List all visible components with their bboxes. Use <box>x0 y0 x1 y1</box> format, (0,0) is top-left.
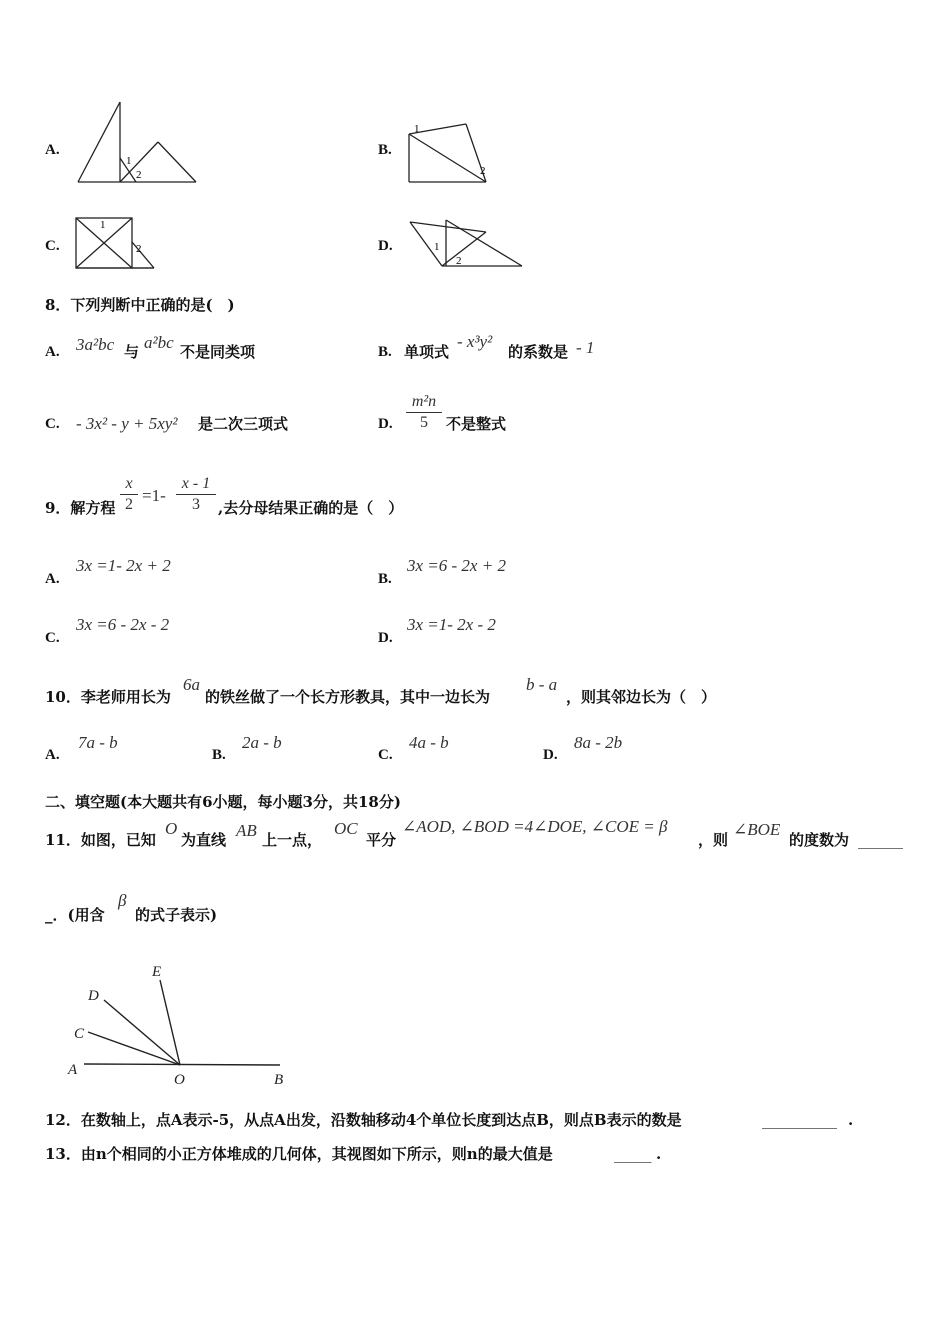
q9-fraction-2 <box>176 474 216 515</box>
q9-b-expr: 3x =6 - 2x + 2 <box>407 556 506 575</box>
q7-a-angle-1: 1 <box>126 155 132 167</box>
q8-b-val: - 1 <box>576 338 595 357</box>
section-2-heading: 二、填空题(本大题共有6小题，每小题3分，共18分) <box>45 793 401 811</box>
q9-tail: ,去分母结果正确的是（ ） <box>218 499 404 517</box>
q10-mid: 的铁丝做了一个长方形教具，其中一边长为 <box>205 688 491 706</box>
q11-blank[interactable]: ______ <box>858 831 903 849</box>
q7-b-angle-2: 2 <box>480 165 486 177</box>
q11-ab: AB <box>236 821 257 840</box>
q11-fig-label-o: O <box>174 1072 185 1088</box>
q9-fraction-1 <box>120 474 138 515</box>
q7-option-c-label[interactable]: C. <box>45 238 60 254</box>
q10-head: 10．李老师用长为 <box>45 688 171 706</box>
q8-option-a-label[interactable]: A. <box>45 344 60 360</box>
q11-t3: 平分 <box>366 831 397 849</box>
q11-boe: ∠BOE <box>733 820 781 839</box>
q7-option-a-label[interactable]: A. <box>45 142 60 158</box>
q7-a-angle-2: 2 <box>136 169 142 181</box>
q13-end: . <box>656 1145 662 1163</box>
q11-fig-label-d: D <box>88 988 99 1004</box>
q8-b-mid: 的系数是 <box>508 343 569 361</box>
q9-option-a-label[interactable]: A. <box>45 571 60 587</box>
q12-blank[interactable]: __________ <box>762 1111 837 1129</box>
q9-denominator-1: 2 <box>125 496 133 513</box>
q8-a-tail: 不是同类项 <box>180 343 256 361</box>
q11-fig-label-b: B <box>274 1072 284 1088</box>
q13-blank[interactable]: _____ <box>614 1145 652 1163</box>
q9-option-d-label[interactable]: D. <box>378 630 393 646</box>
q11-t1: 为直线 <box>181 831 227 849</box>
q10-length: 6a <box>183 675 200 694</box>
q9-option-b-label[interactable]: B. <box>378 571 392 587</box>
q13-text: 13．由n个相同的小正方体堆成的几何体，其视图如下所示，则n的最大值是 <box>45 1145 553 1163</box>
q7-c-angle-2: 2 <box>136 243 142 255</box>
q11-head: 11．如图，已知 <box>45 831 156 849</box>
q8-option-c-label[interactable]: C. <box>45 416 60 432</box>
q7-option-d-label[interactable]: D. <box>378 238 393 254</box>
q8-option-b-label[interactable]: B. <box>378 344 392 360</box>
q8-option-d-label[interactable]: D. <box>378 416 393 432</box>
q11-o: O <box>165 819 178 838</box>
q8-c-tail: 是二次三项式 <box>198 415 289 433</box>
q10-side: b - a <box>526 675 558 694</box>
q11-line2a: _．(用含 <box>45 906 105 924</box>
q7-c-angle-1: 1 <box>100 219 106 231</box>
q7-figure-b <box>400 116 500 188</box>
q11-fig-label-c: C <box>74 1026 85 1042</box>
q8-b-expr: - x³y² <box>457 332 493 351</box>
q10-option-c-label[interactable]: C. <box>378 747 393 763</box>
q12-text: 12．在数轴上，点A表示-5，从点A出发，沿数轴移动4个单位长度到达点B，则点B表示的数是 <box>45 1111 682 1129</box>
q8-d-fraction <box>406 392 442 433</box>
q9-a-expr: 3x =1- 2x + 2 <box>76 556 171 575</box>
q10-b-expr: 2a - b <box>242 733 282 752</box>
q9-numerator-2: x - 1 <box>176 474 216 495</box>
q10-option-a-label[interactable]: A. <box>45 747 60 763</box>
q8-stem: 8．下列判断中正确的是( ) <box>45 296 235 314</box>
q10-option-b-label[interactable]: B. <box>212 747 226 763</box>
q9-numerator-1: x <box>120 474 138 495</box>
q11-figure <box>60 958 300 1090</box>
q8-c-expr: - 3x² - y + 5xy² <box>76 414 178 433</box>
q10-tail: ，则其邻边长为（ ） <box>566 688 717 706</box>
q7-figure-c <box>70 208 160 272</box>
q11-beta: β <box>118 891 127 910</box>
q12-end: . <box>848 1111 854 1129</box>
q7-d-angle-1: 1 <box>434 241 440 253</box>
q8-a-mid: 与 <box>124 343 140 361</box>
q9-option-c-label[interactable]: C. <box>45 630 60 646</box>
q11-t2: 上一点， <box>262 831 323 849</box>
q9-c-expr: 3x =6 - 2x - 2 <box>76 615 170 634</box>
q8-b-head: 单项式 <box>404 343 450 361</box>
q11-oc: OC <box>334 819 358 838</box>
q11-condition: ∠AOD, ∠BOD =4∠DOE, ∠COE = β <box>402 817 668 836</box>
q11-fig-label-e: E <box>152 964 162 980</box>
q7-figure-a <box>70 98 200 188</box>
q7-option-b-label[interactable]: B. <box>378 142 392 158</box>
q9-equals: =1- <box>142 486 166 505</box>
q8-d-tail: 不是整式 <box>446 415 507 433</box>
q7-figure-d <box>402 212 528 274</box>
q11-line2b: 的式子表示) <box>135 906 218 924</box>
q9-head: 9．解方程 <box>45 499 116 517</box>
q8-d-numerator: m²n <box>406 392 442 413</box>
q8-a-expr1: 3a²bc <box>76 335 115 354</box>
q9-d-expr: 3x =1- 2x - 2 <box>407 615 496 634</box>
q10-d-expr: 8a - 2b <box>574 733 623 752</box>
q11-t4: ，则 <box>698 831 729 849</box>
q10-c-expr: 4a - b <box>409 733 449 752</box>
q8-a-expr2: a²bc <box>144 333 174 352</box>
q9-denominator-2: 3 <box>192 496 200 513</box>
q11-fig-label-a: A <box>68 1062 78 1078</box>
q11-t5: 的度数为 <box>789 831 850 849</box>
q10-a-expr: 7a - b <box>78 733 118 752</box>
q10-option-d-label[interactable]: D. <box>543 747 558 763</box>
q7-d-angle-2: 2 <box>456 255 462 267</box>
q8-d-denominator: 5 <box>420 414 428 431</box>
q7-b-angle-1: 1 <box>414 123 420 135</box>
